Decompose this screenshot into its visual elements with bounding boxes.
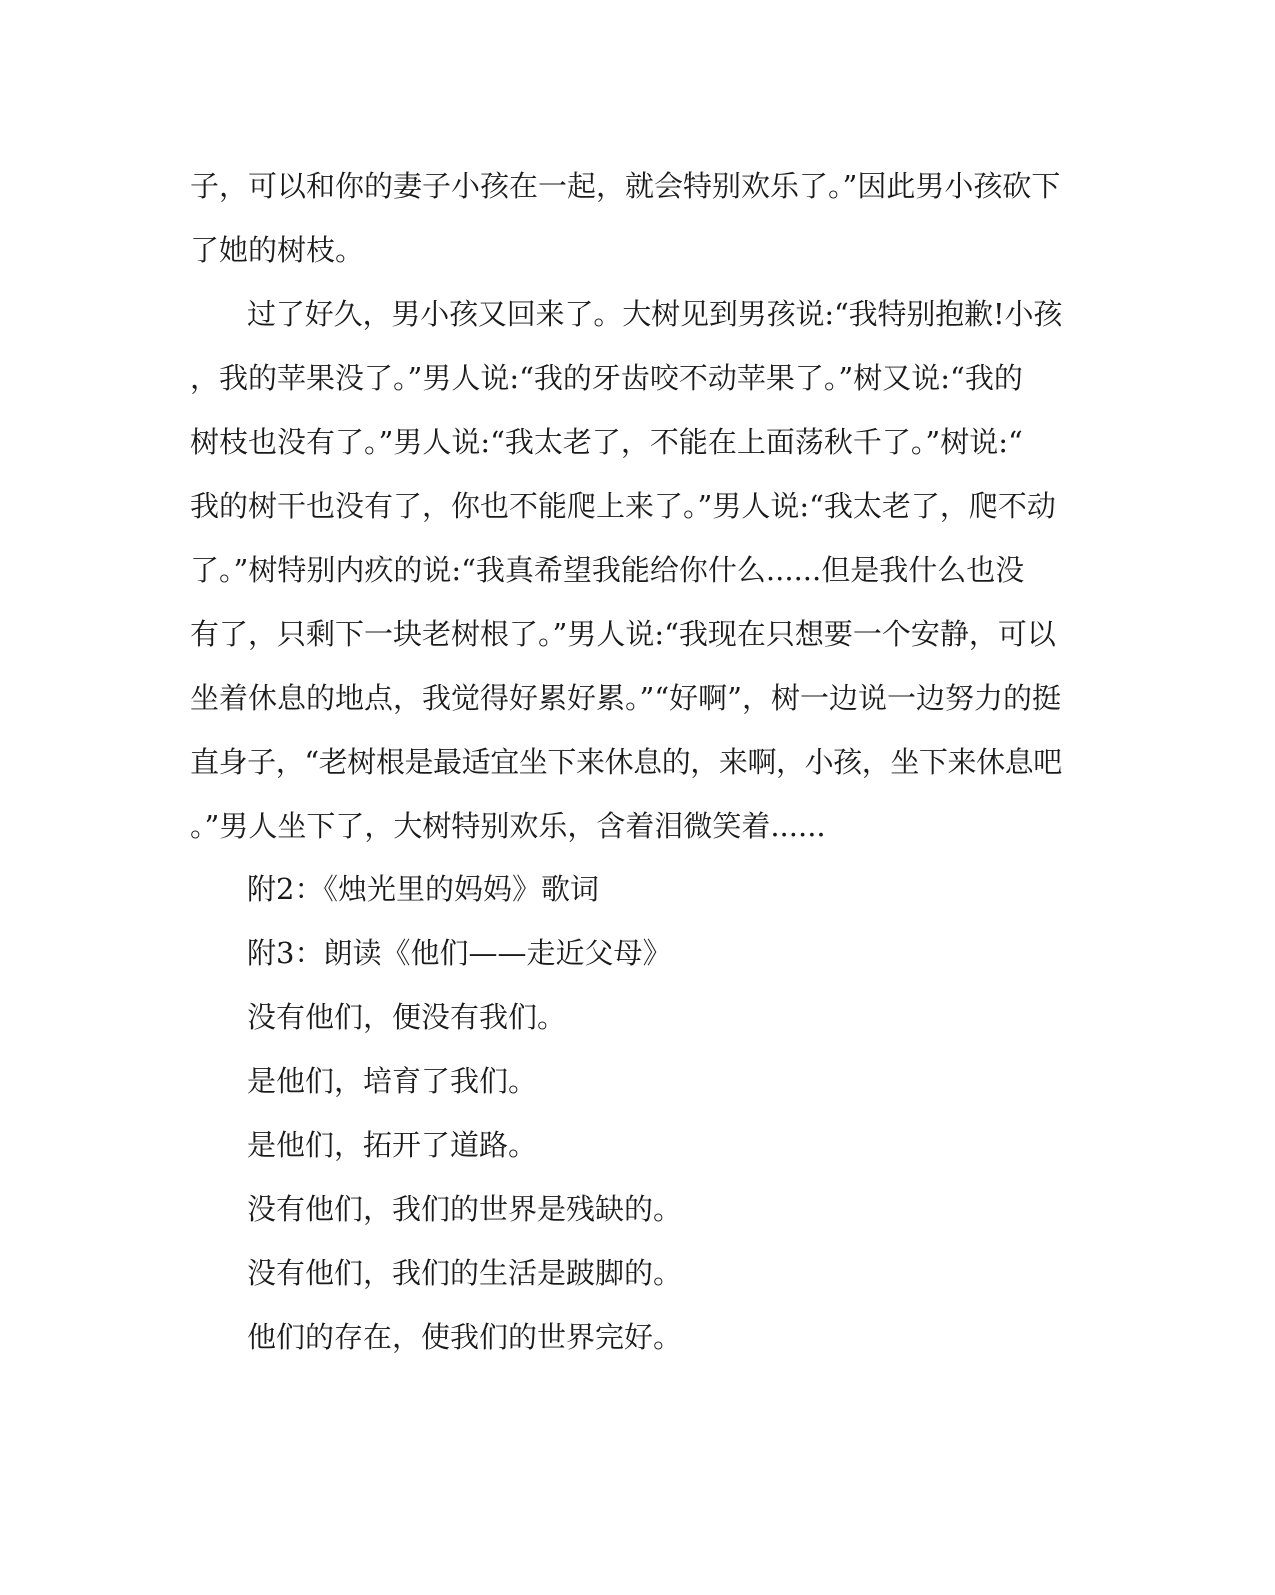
poem-line: 没有他们，我们的世界是残缺的。	[247, 1192, 683, 1226]
poem-line: 他们的存在，使我们的世界完好。	[247, 1320, 683, 1354]
text-line: 子，可以和你的妻子小孩在一起，就会特别欢乐了。”因此男小孩砍下	[190, 169, 1061, 203]
poem-line: 是他们，拓开了道路。	[247, 1128, 538, 1162]
appendix-heading: 附2：《烛光里的妈妈》歌词	[247, 872, 599, 906]
appendix-heading: 附3：朗读《他们——走近父母》	[247, 936, 672, 970]
paragraph-start-line: 过了好久，男小孩又回来了。大树见到男孩说:“我特别抱歉!小孩	[247, 297, 1063, 331]
text-line: 树枝也没有了。”男人说:“我太老了，不能在上面荡秋千了。”树说:“	[190, 425, 1023, 459]
text-line: 直身子，“老树根是最适宜坐下来休息的，来啊，小孩，坐下来休息吧	[190, 745, 1062, 779]
poem-line: 没有他们，我们的生活是跛脚的。	[247, 1256, 683, 1290]
poem-line: 是他们，培育了我们。	[247, 1064, 538, 1098]
text-line: 了。”树特别内疚的说:“我真希望我能给你什么......但是我什么也没	[190, 553, 1025, 587]
text-line: 我的树干也没有了，你也不能爬上来了。”男人说:“我太老了，爬不动	[190, 489, 1056, 523]
text-line: 有了，只剩下一块老树根了。”男人说:“我现在只想要一个安静，可以	[190, 617, 1056, 651]
text-line: 了她的树枝。	[190, 233, 365, 267]
poem-line: 没有他们，便没有我们。	[247, 1000, 567, 1034]
text-line: 。”男人坐下了，大树特别欢乐，含着泪微笑着......	[190, 809, 826, 843]
text-line: ，我的苹果没了。”男人说:“我的牙齿咬不动苹果了。”树又说:“我的	[190, 361, 1023, 395]
text-line: 坐着休息的地点，我觉得好累好累。”“好啊”，树一边说一边努力的挺	[190, 681, 1061, 715]
